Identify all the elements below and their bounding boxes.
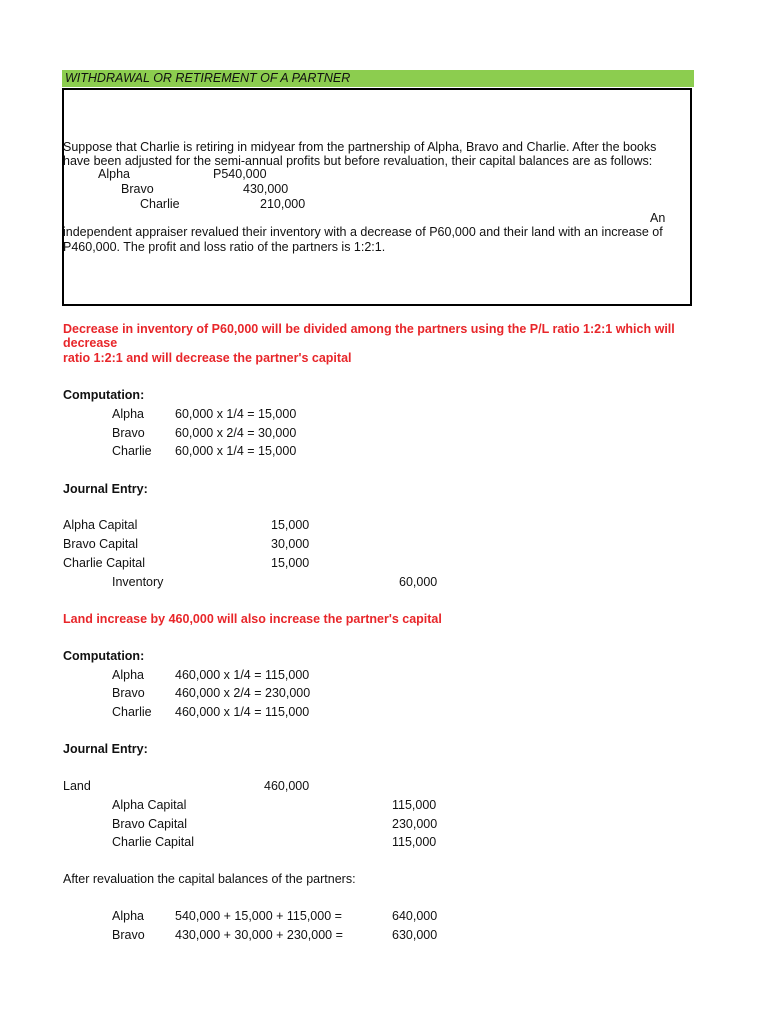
inv-comp-name-charlie: Charlie <box>112 444 152 458</box>
land-computation-label: Computation: <box>63 649 145 663</box>
after-total-alpha: 640,000 <box>392 909 438 923</box>
land-comp-name-bravo: Bravo <box>112 686 145 700</box>
inventory-note-2: decrease <box>63 336 118 350</box>
land-journal-credit-alpha: Alpha Capital <box>112 798 187 812</box>
balance-amount-alpha: P540,000 <box>213 167 267 181</box>
after-name-bravo: Bravo <box>112 928 145 942</box>
inv-journal-debit-charlie-amount: 15,000 <box>271 556 310 570</box>
land-journal-credit-bravo-amount: 230,000 <box>392 817 438 831</box>
land-comp-name-charlie: Charlie <box>112 705 152 719</box>
inv-journal-debit-bravo: Bravo Capital <box>63 537 139 551</box>
problem-line-3: independent appraiser revalued their inventory with a decrease of P60,000 and their land with an increase of <box>63 225 663 239</box>
inv-journal-credit-amount: 60,000 <box>399 575 438 589</box>
balance-name-bravo: Bravo <box>121 182 154 196</box>
inv-comp-formula-charlie: 60,000 x 1/4 = 15,000 <box>175 444 297 458</box>
inv-journal-debit-alpha-amount: 15,000 <box>271 518 310 532</box>
inventory-note-1: Decrease in inventory of P60,000 will be divided among the partners using the P/L ratio 1:2:1 which will <box>63 322 675 336</box>
after-formula-bravo: 430,000 + 30,000 + 230,000 = <box>175 928 343 942</box>
inv-journal-credit: Inventory <box>112 575 164 589</box>
land-comp-formula-alpha: 460,000 x 1/4 = 115,000 <box>175 668 310 682</box>
inventory-journal-label: Journal Entry: <box>63 482 148 496</box>
land-journal-credit-charlie: Charlie Capital <box>112 835 194 849</box>
inv-journal-debit-charlie: Charlie Capital <box>63 556 145 570</box>
problem-an: An <box>650 211 666 225</box>
land-journal-credit-bravo: Bravo Capital <box>112 817 188 831</box>
section-header <box>62 70 694 87</box>
balance-amount-charlie: 210,000 <box>260 197 306 211</box>
land-note: Land increase by 460,000 will also increase the partner's capital <box>63 612 442 626</box>
inv-comp-formula-bravo: 60,000 x 2/4 = 30,000 <box>175 426 297 440</box>
land-comp-formula-charlie: 460,000 x 1/4 = 115,000 <box>175 705 310 719</box>
inventory-note-3: ratio 1:2:1 and will decrease the partner's capital <box>63 351 352 365</box>
inv-comp-name-alpha: Alpha <box>112 407 144 421</box>
after-label: After revaluation the capital balances of the partners: <box>63 872 356 886</box>
balance-amount-bravo: 430,000 <box>243 182 289 196</box>
problem-line-1: Suppose that Charlie is retiring in midyear from the partnership of Alpha, Bravo and Charlie. After the books <box>63 140 657 154</box>
land-journal-label: Journal Entry: <box>63 742 148 756</box>
land-journal-debit-amount: 460,000 <box>264 779 310 793</box>
after-formula-alpha: 540,000 + 15,000 + 115,000 = <box>175 909 342 923</box>
section-title: WITHDRAWAL OR RETIREMENT OF A PARTNER <box>65 71 351 85</box>
land-comp-name-alpha: Alpha <box>112 668 144 682</box>
inv-comp-formula-alpha: 60,000 x 1/4 = 15,000 <box>175 407 297 421</box>
after-name-alpha: Alpha <box>112 909 144 923</box>
land-comp-formula-bravo: 460,000 x 2/4 = 230,000 <box>175 686 311 700</box>
inv-journal-debit-bravo-amount: 30,000 <box>271 537 310 551</box>
problem-line-4: P460,000. The profit and loss ratio of the partners is 1:2:1. <box>63 240 386 254</box>
balance-name-alpha: Alpha <box>98 167 130 181</box>
land-journal-credit-charlie-amount: 115,000 <box>392 835 437 849</box>
problem-line-2: have been adjusted for the semi-annual profits but before revaluation, their capital balances are as follows: <box>63 154 653 168</box>
after-total-bravo: 630,000 <box>392 928 438 942</box>
inventory-computation-label: Computation: <box>63 388 145 402</box>
land-journal-credit-alpha-amount: 115,000 <box>392 798 437 812</box>
inv-journal-debit-alpha: Alpha Capital <box>63 518 138 532</box>
balance-name-charlie: Charlie <box>140 197 180 211</box>
inv-comp-name-bravo: Bravo <box>112 426 145 440</box>
land-journal-debit: Land <box>63 779 91 793</box>
